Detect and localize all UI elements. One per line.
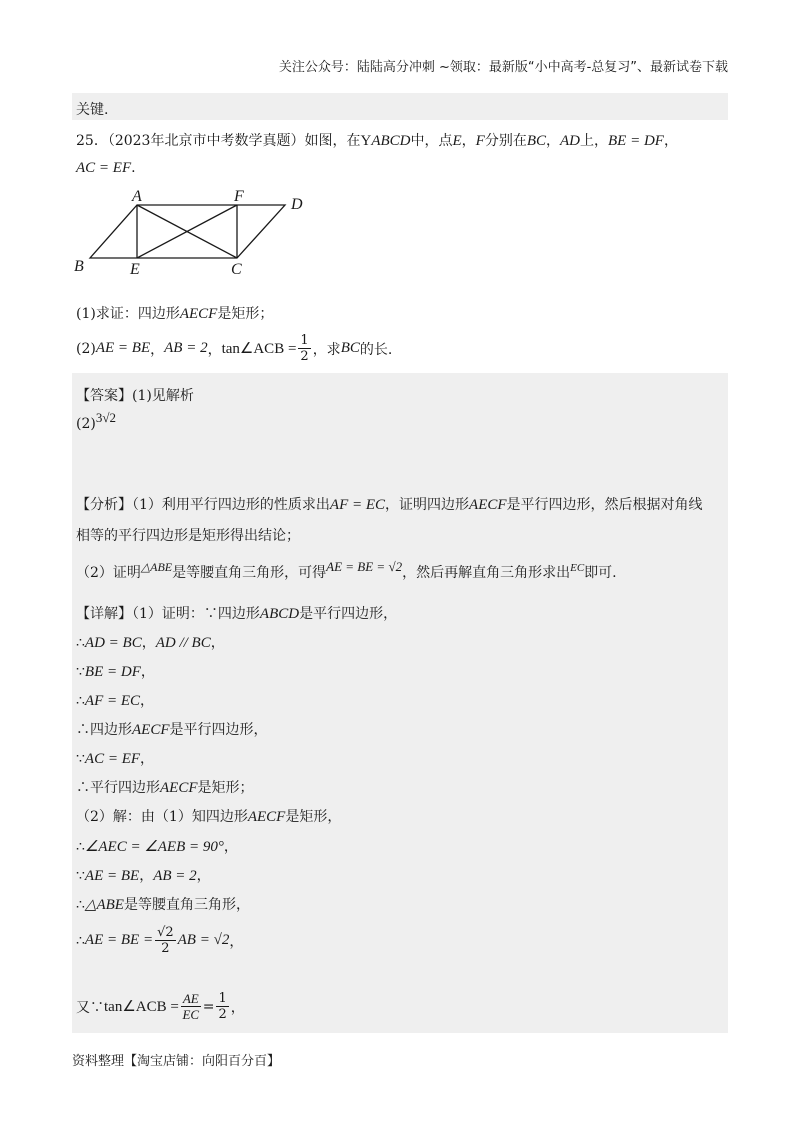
answer-value: 3√2 — [95, 410, 116, 425]
fraction-half: $\frac{1}{2}$ — [300, 333, 309, 364]
detail-line-1: 【详解】（1）证明：∵四边形ABCD是平行四边形， — [76, 606, 398, 622]
question-line-2: AC = EF. — [76, 160, 136, 176]
label-d: D — [291, 196, 303, 213]
question-number: 25． — [76, 133, 108, 149]
page-footer: 资料整理【淘宝店铺：向阳百分百】 — [72, 1054, 281, 1069]
detail-line-11: ∴△ABE是等腰直角三角形， — [76, 897, 250, 913]
answer-label: 【答案】(1)见解析 — [76, 388, 194, 404]
page-header: 关注公众号：陆陆高分冲刺 ~领取：最新版“小中高考-总复习”、最新试卷下载 — [278, 60, 728, 75]
fraction-root2-over-2: $\frac{√2}{2}$ — [157, 925, 174, 956]
detail-line-4: ∴AF = EC， — [76, 693, 155, 709]
parallelogram-figure — [70, 185, 340, 280]
detail-line-8: （2）解：由（1）知四边形AECF是矩形， — [76, 809, 342, 825]
fraction-half-2: $\frac{1}{2}$ — [218, 991, 227, 1022]
top-note: 关键. — [76, 102, 109, 118]
label-c: C — [231, 261, 242, 278]
label-f: F — [234, 188, 244, 205]
label-b: B — [74, 258, 84, 275]
label-a: A — [132, 188, 142, 205]
detail-line-13: 又∵ tan∠ACB = $\frac{AE}{EC}$ = $\frac{1}{2}$ ， — [76, 991, 245, 1022]
detail-line-3: ∵BE = DF， — [76, 664, 155, 680]
label-e: E — [130, 261, 140, 278]
detail-line-7: ∴平行四边形AECF是矩形； — [76, 780, 254, 796]
fraction-ae-over-ec: $\frac{AE}{EC}$ — [182, 991, 200, 1022]
detail-line-9: ∴∠AEC = ∠AEB = 90°， — [76, 839, 238, 855]
detail-line-10: ∵AE = BE，AB = 2， — [76, 868, 211, 884]
answer-part-2: (2)3√2 — [76, 410, 116, 432]
analysis-line-1: 【分析】（1）利用平行四边形的性质求出AF = EC，证明四边形AECF是平行四边形，然后根据对角线 — [76, 497, 703, 513]
question-part-1: (1)求证：四边形AECF是矩形； — [76, 306, 274, 322]
analysis-line-2: 相等的平行四边形是矩形得出结论； — [76, 528, 300, 544]
detail-line-2: ∴AD = BC，AD // BC， — [76, 635, 225, 651]
detail-line-6: ∵AC = EF， — [76, 751, 155, 767]
question-line-1: 25．（2023年北京市中考数学真题）如图，在YABCD中，点E，F分别在BC，AD上，BE = DF， — [76, 133, 678, 149]
detail-line-12: ∴ AE = BE = $\frac{√2}{2}$ AB = √2 ， — [76, 925, 244, 956]
detail-line-5: ∴四边形AECF是平行四边形， — [76, 722, 268, 738]
parallelogram-symbol: Y — [360, 133, 372, 149]
question-part-2: (2) AE = BE ， AB = 2 ， tan∠ACB = $\frac{1}{2}$ ，求 BC 的长. — [76, 333, 393, 364]
top-note-shade — [72, 93, 728, 120]
analysis-line-3: （2）证明△ABE是等腰直角三角形，可得AE = BE = √2，然后再解直角三角形求出$^{EC}$即可. — [76, 559, 617, 581]
